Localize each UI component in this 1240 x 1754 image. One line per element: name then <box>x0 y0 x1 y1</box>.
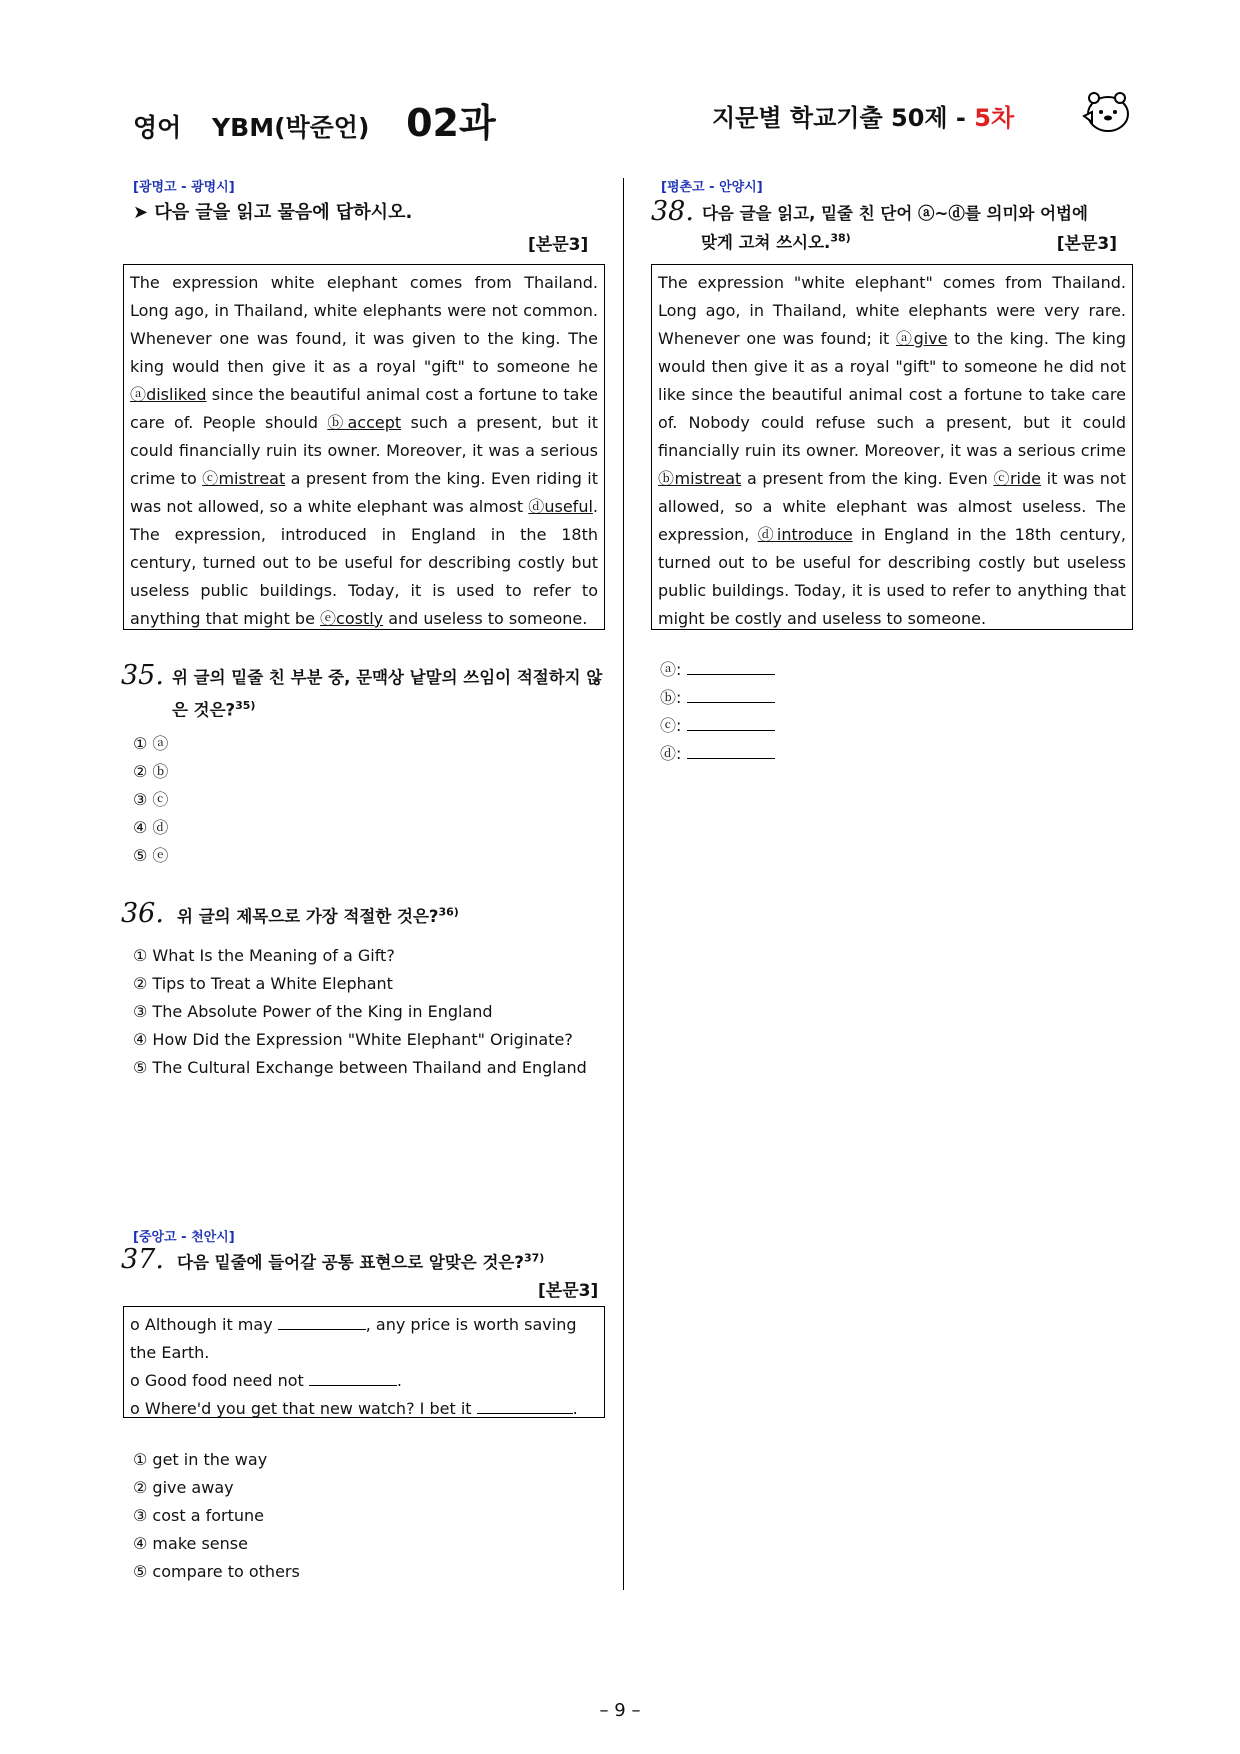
underlined-c: ⓒmistreat <box>202 469 286 488</box>
underlined-a: ⓐgive <box>895 329 948 348</box>
option[interactable]: ① What Is the Meaning of a Gift? <box>133 946 395 965</box>
series-prefix: 지문별 학교기출 50제 - <box>712 104 966 132</box>
column-divider <box>623 178 624 1590</box>
question-35: 35. 위 글의 밑줄 친 부분 중, 문맥상 낱말의 쓰임이 적절하지 않은 것은?$^{35)}$ <box>121 660 603 720</box>
options-37 <box>133 1446 300 1586</box>
mascot-icon <box>1080 88 1132 136</box>
instruction: ➤ 다음 글을 읽고 물음에 답하시오. <box>133 202 413 223</box>
option[interactable]: ③ cost a fortune <box>133 1506 264 1525</box>
option[interactable]: ⑤ The Cultural Exchange between Thailand and England <box>133 1058 587 1077</box>
passage-tag: [본문3] <box>1056 234 1117 254</box>
option[interactable]: ⑤ ⓔ <box>133 846 169 865</box>
underlined-b: ⓑmistreat <box>658 469 742 488</box>
series-title <box>712 98 1014 133</box>
option[interactable]: ② give away <box>133 1478 234 1497</box>
lesson: 02과 <box>406 101 496 145</box>
question-number: 35. <box>121 660 164 691</box>
options-36 <box>133 942 587 1082</box>
option[interactable]: ① get in the way <box>133 1450 268 1469</box>
underlined-d: ⓓintroduce <box>757 525 853 544</box>
header-title <box>133 92 496 147</box>
option[interactable]: ⑤ compare to others <box>133 1562 300 1581</box>
option[interactable]: ① ⓐ <box>133 734 169 753</box>
answer-blank[interactable] <box>687 744 775 759</box>
blank <box>309 1371 397 1386</box>
option[interactable]: ② Tips to Treat a White Elephant <box>133 974 393 993</box>
options-35 <box>133 730 168 870</box>
question-number: 36. <box>121 898 164 929</box>
option[interactable]: ④ make sense <box>133 1534 248 1553</box>
page-number: – 9 – <box>599 1700 641 1721</box>
question-text: 위 글의 제목으로 가장 적절한 것은? <box>177 907 439 926</box>
option[interactable]: ② ⓑ <box>133 762 169 781</box>
passage-tag: [본문3] <box>528 235 589 255</box>
passage-tag: [본문3] <box>538 1281 599 1301</box>
underlined-e: ⓔcostly <box>320 609 384 628</box>
underlined-d: ⓓuseful <box>528 497 593 516</box>
source-label: [중앙고 - 천안시] <box>133 1230 235 1245</box>
question-text: 위 글의 밑줄 친 부분 중, 문맥상 낱말의 쓰임이 적절하지 않은 것은? <box>171 668 603 720</box>
series-round: 5차 <box>974 104 1015 132</box>
publisher: YBM(박준언) <box>212 113 370 142</box>
source-label: [광명고 - 광명시] <box>133 180 235 195</box>
answer-lines: ⓐ: ⓑ: ⓒ: ⓓ: <box>660 656 775 768</box>
option[interactable]: ③ The Absolute Power of the King in England <box>133 1002 493 1021</box>
underlined-a: ⓐdisliked <box>130 385 207 404</box>
option[interactable]: ④ ⓓ <box>133 818 169 837</box>
blank <box>477 1399 573 1414</box>
underlined-c: ⓒride <box>993 469 1041 488</box>
answer-blank[interactable] <box>687 716 775 731</box>
blank <box>278 1315 366 1330</box>
source-label: [평촌고 - 안양시] <box>661 180 763 195</box>
question-number: 37. <box>121 1244 164 1275</box>
question-number: 38. <box>651 196 694 227</box>
question-37: 37. 다음 밑줄에 들어갈 공통 표현으로 알맞은 것은?$^{37)}$ <box>121 1244 545 1275</box>
sentence-box: o Although it may , any price is worth saving the Earth. o Good food need not . o Where'd you get that new watch? I bet it . <box>123 1306 605 1418</box>
answer-blank[interactable] <box>687 660 775 675</box>
answer-blank[interactable] <box>687 688 775 703</box>
option[interactable]: ④ How Did the Expression "White Elephant" Originate? <box>133 1030 573 1049</box>
question-text: 다음 밑줄에 들어갈 공통 표현으로 알맞은 것은? <box>177 1253 524 1272</box>
option[interactable]: ③ ⓒ <box>133 790 169 809</box>
question-38: 38. 다음 글을 읽고, 밑줄 친 단어 ⓐ~ⓓ를 의미와 어법에 맞게 고쳐 쓰시오.$^{38)}$ [본문3] <box>651 196 1117 254</box>
underlined-b: ⓑaccept <box>327 413 402 432</box>
question-text: 다음 글을 읽고, 밑줄 친 단어 ⓐ~ⓓ를 의미와 어법에 <box>701 204 1088 223</box>
passage-box: The expression "white elephant" comes from Thailand. Long ago, in Thailand, white elephants were very rare. Whenever one was found; it ⓐgive to the king. The king would then give it as a royal "gift" to someone he did not like since the beautiful animal cost a fortune to take care of. Nobody could refuse such a present, but it could financially ruin its owner. Moreover, it was a serious crime ⓑmistreat a present from the king. Even ⓒride it was not allowed, so a white elephant was almost useless. The expression, ⓓintroduce in England in the 18th century, turned out to be useful for describing costly but useless public buildings. Today, it is used to refer to anything that might be costly and useless to someone. <box>651 264 1133 630</box>
question-36: 36. 위 글의 제목으로 가장 적절한 것은?$^{36)}$ <box>121 898 459 929</box>
subject: 영어 <box>133 113 182 142</box>
passage-box: The expression white elephant comes from Thailand. Long ago, in Thailand, white elephants were not common. Whenever one was found, it was given to the king. The king would then give it as a royal "gift" to someone he ⓐdisliked since the beautiful animal cost a fortune to take care of. People should ⓑaccept such a present, but it could financially ruin its owner. Moreover, it was a serious crime to ⓒmistreat a present from the king. Even riding it was not allowed, so a white elephant was almost ⓓuseful. The expression, introduced in England in the 18th century, turned out to be useful for describing costly but useless public buildings. Today, it is used to refer to anything that might be ⓔcostly and useless to someone. <box>123 264 605 630</box>
